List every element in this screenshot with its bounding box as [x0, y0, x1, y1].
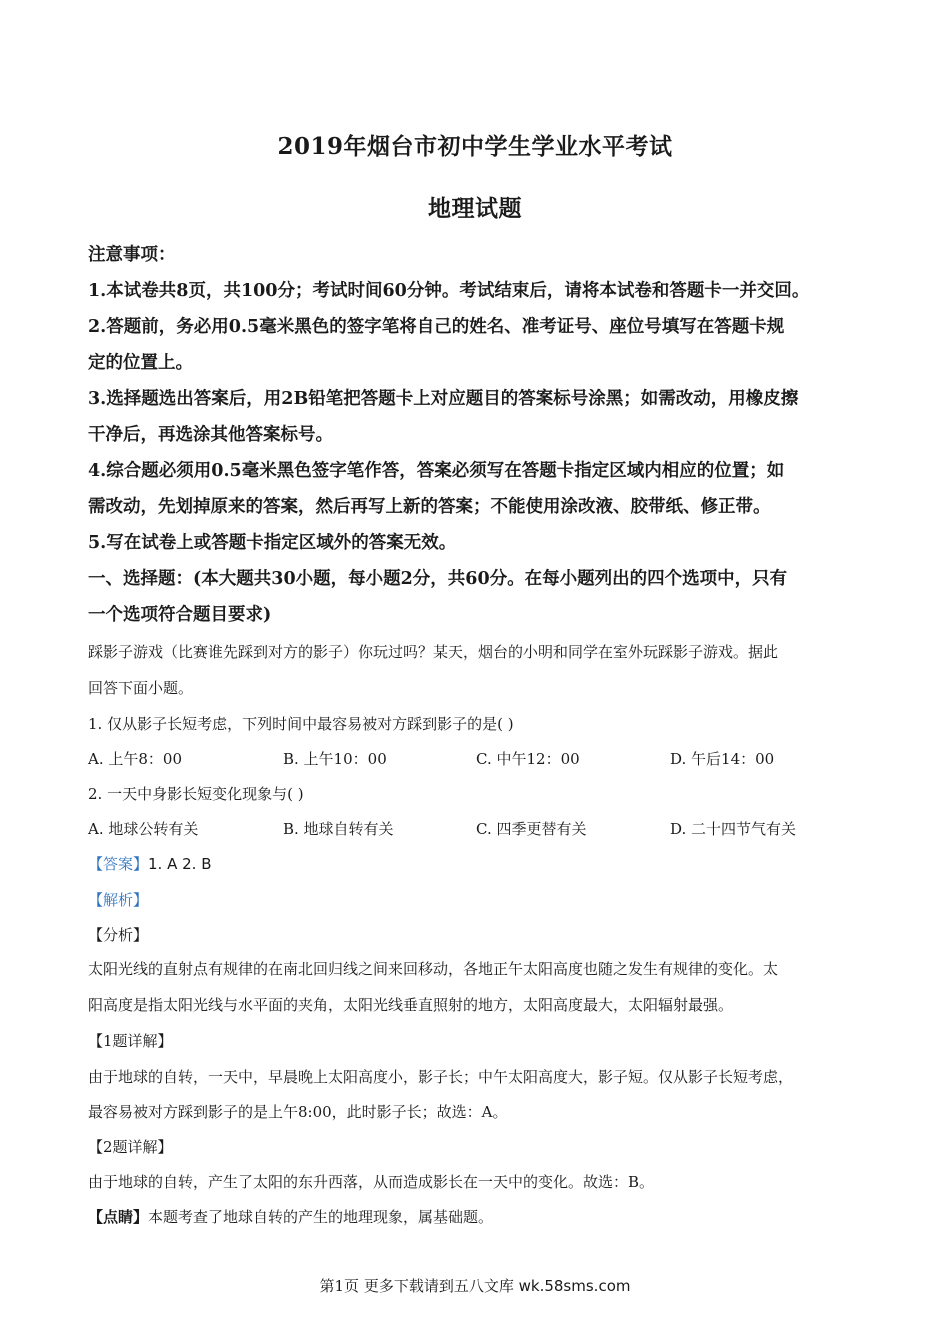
dianjing-text: 本题考查了地球自转的产生的地理现象，属基础题。 [148, 1208, 494, 1226]
fenxi-tag: 【分析】 [88, 926, 149, 944]
q1-option-b: B. 上午10：00 [283, 750, 387, 768]
notes-heading: 注意事项： [88, 245, 176, 265]
exam-title: 2019年烟台市初中学生学业水平考试 [277, 133, 673, 160]
q2-option-d: D. 二十四节气有关 [670, 820, 797, 838]
note-item: 需改动，先划掉原来的答案，然后再写上新的答案；不能使用涂改液、胶带纸、修正带。 [88, 497, 771, 517]
detail2-tag: 【2题详解】 [88, 1138, 173, 1156]
question-stem: 踩影子游戏（比赛谁先踩到对方的影子）你玩过吗？某天，烟台的小明和同学在室外玩踩影子游戏。据此 [88, 643, 779, 661]
fenxi-text-cont: 阳高度是指太阳光线与水平面的夹角，太阳光线垂直照射的地方，太阳高度最大，太阳辐射最强。 [88, 996, 734, 1014]
q1-option-c: C. 中午12：00 [476, 750, 580, 768]
note-item: 干净后，再选涂其他答案标号。 [88, 425, 333, 445]
detail1-text-cont: 最容易被对方踩到影子的是上午8:00，此时影子长；故选：A。 [88, 1103, 508, 1121]
footer-page-text: 第1页 更多下载请到五八文库 [319, 1277, 514, 1295]
fenxi-text: 太阳光线的直射点有规律的在南北回归线之间来回移动，各地正午太阳高度也随之发生有规律的变化。太 [88, 960, 779, 978]
section-heading: 一、选择题：(本大题共30小题，每小题2分，共60分。在每小题列出的四个选项中，只有 [88, 569, 788, 589]
q2-option-c: C. 四季更替有关 [476, 820, 587, 838]
section-heading-cont: 一个选项符合题目要求) [88, 605, 272, 625]
answer-value: 1. A 2. B [148, 855, 212, 873]
question-2: 2. 一天中身影长短变化现象与( ) [88, 785, 304, 803]
detail1-tag: 【1题详解】 [88, 1032, 173, 1050]
analysis-tag: 【解析】 [88, 891, 149, 909]
question-stem-cont: 回答下面小题。 [88, 679, 194, 697]
dianjing-line [88, 1206, 878, 1228]
question-1: 1. 仅从影子长短考虑，下列时间中最容易被对方踩到影子的是( ) [88, 715, 514, 733]
note-item: 定的位置上。 [88, 353, 193, 373]
note-item: 4.综合题必须用0.5毫米黑色签字笔作答，答案必须写在答题卡指定区域内相应的位置；如 [88, 461, 785, 481]
dianjing-tag: 【点睛】 [88, 1208, 149, 1226]
exam-subtitle: 地理试题 [428, 195, 522, 222]
note-item: 3.选择题选出答案后，用2B铅笔把答题卡上对应题目的答案标号涂黑；如需改动，用橡皮擦 [88, 389, 799, 409]
note-item: 2.答题前，务必用0.5毫米黑色的签字笔将自己的姓名、准考证号、座位号填写在答题卡规 [88, 317, 785, 337]
q1-option-d: D. 午后14：00 [670, 750, 775, 768]
answer-tag: 【答案】 [88, 855, 149, 873]
q1-option-a: A. 上午8：00 [88, 750, 182, 768]
footer-site-link[interactable]: wk.58sms.com [518, 1277, 631, 1295]
answer-line [88, 853, 878, 875]
q2-option-a: A. 地球公转有关 [88, 820, 199, 838]
detail2-text: 由于地球的自转，产生了太阳的东升西落，从而造成影长在一天中的变化。故选：B。 [88, 1173, 655, 1191]
note-item: 1.本试卷共8页，共100分；考试时间60分钟。考试结束后，请将本试卷和答题卡一并交回。 [88, 281, 810, 301]
detail1-text: 由于地球的自转，一天中，早晨晚上太阳高度小，影子长；中午太阳高度大，影子短。仅从影子长短考虑， [88, 1068, 794, 1086]
note-item: 5.写在试卷上或答题卡指定区域外的答案无效。 [88, 533, 457, 553]
q2-option-b: B. 地球自转有关 [283, 820, 394, 838]
page-footer [0, 1275, 950, 1296]
